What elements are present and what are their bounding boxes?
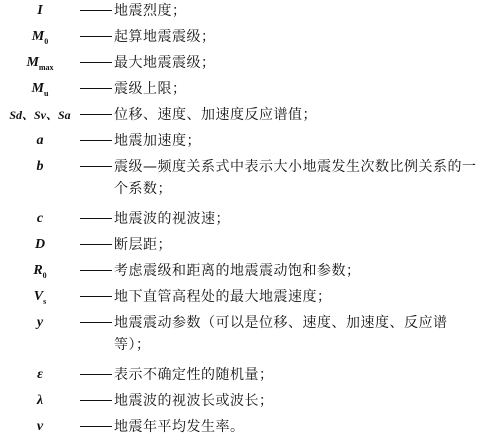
dash-separator [80, 114, 112, 115]
symbol: $M_0$ [31, 29, 49, 46]
dash-separator [80, 244, 112, 245]
symbol: y [36, 315, 44, 330]
dash-separator [80, 400, 112, 401]
definition: 震级上限； [114, 81, 187, 97]
symbol: $R_0$ [33, 263, 47, 280]
symbol: I [37, 3, 43, 18]
definition: 地震加速度； [114, 133, 201, 149]
dash-separator [80, 166, 112, 167]
symbol: Sd、Sv、Sa [9, 108, 71, 122]
symbol: a [36, 133, 44, 148]
list-item [0, 364, 485, 386]
symbol: b [36, 159, 44, 174]
symbol: λ [36, 393, 44, 408]
definition: 地下直管高程处的最大地震速度； [114, 289, 332, 305]
definition: 考虑震级和距离的地震震动饱和参数； [114, 263, 361, 279]
definition: 表示不确定性的随机量； [114, 367, 274, 383]
list-item [0, 130, 485, 152]
dash-separator [80, 140, 112, 141]
symbol: $M_{max}$ [26, 55, 54, 72]
symbol: ν [36, 419, 44, 434]
definition: 位移、速度、加速度反应谱值； [114, 107, 317, 123]
list-item [0, 416, 485, 438]
definition: 地震震动参数（可以是位移、速度、加速度、反应谱等）； [114, 315, 448, 353]
symbol: $V_s$ [33, 289, 47, 306]
definition: 地震年平均发生率。 [114, 419, 245, 435]
dash-separator [80, 36, 112, 37]
list-item [0, 390, 485, 412]
definition: 最大地震震级； [114, 55, 216, 71]
dash-separator [80, 296, 112, 297]
list-item [0, 156, 485, 204]
dash-separator [80, 218, 112, 219]
definition: 地震烈度； [114, 3, 187, 19]
list-item [0, 312, 485, 360]
symbol: D [34, 237, 46, 252]
list-item [0, 26, 485, 48]
definition: 地震波的视波长或波长； [114, 393, 274, 409]
definition: 断层距； [114, 237, 172, 253]
definition: 起算地震震级； [114, 29, 216, 45]
list-item [0, 104, 485, 126]
dash-separator [80, 426, 112, 427]
definition: 地震波的视波速； [114, 211, 230, 227]
dash-separator [80, 270, 112, 271]
dash-separator [80, 88, 112, 89]
list-item [0, 0, 485, 22]
dash-separator [80, 374, 112, 375]
list-item [0, 78, 485, 100]
definition: 震级—频度关系式中表示大小地震发生次数比例关系的一个系数； [114, 159, 477, 197]
symbol: $M_u$ [31, 81, 49, 98]
symbol: ε [37, 367, 43, 382]
dash-separator [80, 10, 112, 11]
symbol: c [36, 211, 44, 226]
list-item [0, 52, 485, 74]
dash-separator [80, 322, 112, 323]
list-item [0, 286, 485, 308]
list-item [0, 234, 485, 256]
list-item [0, 260, 485, 282]
list-item [0, 208, 485, 230]
dash-separator [80, 62, 112, 63]
